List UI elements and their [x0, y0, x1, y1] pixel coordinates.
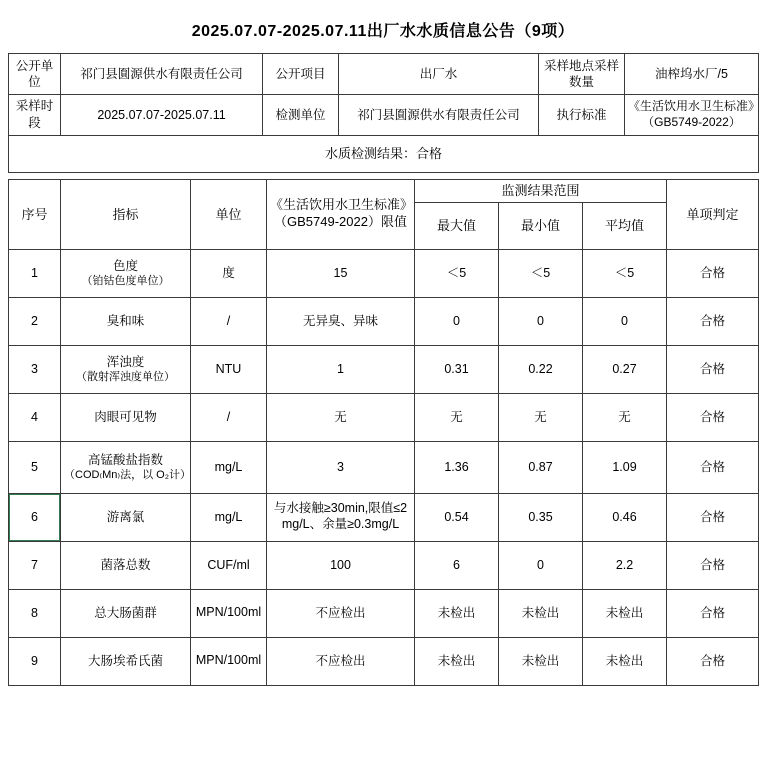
row-unit: CUF/ml: [191, 541, 267, 589]
row-min: 0.22: [499, 345, 583, 393]
row-limit: 1: [267, 345, 415, 393]
row-unit: MPN/100ml: [191, 637, 267, 685]
row-seq: 1: [9, 249, 61, 297]
testing-unit-label: 检测单位: [263, 95, 339, 136]
row-avg: 未检出: [583, 589, 667, 637]
row-judge: 合格: [667, 637, 759, 685]
row-indicator: [61, 493, 191, 541]
row-unit: mg/L: [191, 493, 267, 541]
row-limit: 3: [267, 441, 415, 493]
row-judge: 合格: [667, 589, 759, 637]
table-row: [9, 393, 759, 441]
row-limit: 100: [267, 541, 415, 589]
table-row: [9, 637, 759, 685]
row-indicator: [61, 393, 191, 441]
row-indicator-line2: （COD₍Mn₎法，以 O₂计）: [64, 468, 192, 481]
row-max: 未检出: [415, 589, 499, 637]
row-seq: 6: [9, 493, 61, 541]
row-indicator-line1: 臭和味: [106, 313, 145, 328]
sampling-period-label: 采样时段: [9, 95, 61, 136]
row-avg: 0.27: [583, 345, 667, 393]
table-row: [9, 493, 759, 541]
result-summary-text: 水质检测结果：合格: [9, 136, 759, 173]
row-indicator: [61, 541, 191, 589]
row-limit: 与水接触≥30min,限值≤2mg/L、余量≥0.3mg/L: [267, 493, 415, 541]
table-row: [9, 249, 759, 297]
header-info-table: [8, 53, 759, 173]
row-max: 无: [415, 393, 499, 441]
row-judge: 合格: [667, 493, 759, 541]
table-row: [9, 589, 759, 637]
row-indicator: [61, 345, 191, 393]
public-item-label: 公开项目: [263, 54, 339, 95]
row-indicator-line1: 色度: [112, 258, 138, 273]
col-judge: 单项判定: [667, 180, 759, 250]
sampling-location-value: 油榨坞水厂/5: [625, 54, 759, 95]
row-unit: /: [191, 297, 267, 345]
header-row-2: [9, 95, 759, 136]
table-row: [9, 297, 759, 345]
row-max: 0: [415, 297, 499, 345]
col-max: 最大值: [415, 202, 499, 249]
row-seq: 4: [9, 393, 61, 441]
row-limit: 不应检出: [267, 637, 415, 685]
col-range-group: 监测结果范围: [415, 180, 667, 203]
header-row-1: [9, 54, 759, 95]
row-max: 1.36: [415, 441, 499, 493]
row-limit: 不应检出: [267, 589, 415, 637]
row-indicator-line1: 浑浊度: [106, 354, 145, 369]
row-max: 未检出: [415, 637, 499, 685]
row-min: 0.87: [499, 441, 583, 493]
table-row: [9, 345, 759, 393]
row-min: 未检出: [499, 637, 583, 685]
row-seq: 7: [9, 541, 61, 589]
row-unit: NTU: [191, 345, 267, 393]
row-indicator-line1: 肉眼可见物: [94, 409, 157, 424]
row-avg: 0.46: [583, 493, 667, 541]
row-avg: 无: [583, 393, 667, 441]
testing-unit-value: 祁门县圎源供水有限责任公司: [339, 95, 539, 136]
page-title: 2025.07.07-2025.07.11出厂水水质信息公告（9项）: [191, 23, 575, 40]
row-max: 0.31: [415, 345, 499, 393]
row-min: ＜5: [499, 249, 583, 297]
row-seq: 3: [9, 345, 61, 393]
standard-label: 执行标准: [539, 95, 625, 136]
row-judge: 合格: [667, 345, 759, 393]
col-seq: 序号: [9, 180, 61, 250]
row-limit: 无: [267, 393, 415, 441]
row-unit: MPN/100ml: [191, 589, 267, 637]
row-judge: 合格: [667, 393, 759, 441]
row-max: ＜5: [415, 249, 499, 297]
row-indicator: [61, 297, 191, 345]
col-limit: [267, 180, 415, 250]
row-max: 6: [415, 541, 499, 589]
col-limit-line1: 《生活饮用水卫生标准》: [270, 197, 414, 213]
row-indicator: [61, 589, 191, 637]
publisher-value: 祁门县圎源供水有限责任公司: [61, 54, 263, 95]
row-avg: ＜5: [583, 249, 667, 297]
row-indicator-line1: 高锰酸盐指数: [87, 452, 163, 467]
row-indicator-line1: 总大肠菌群: [94, 605, 157, 620]
col-unit: 单位: [191, 180, 267, 250]
standard-value-line1: 《生活饮用水卫生标准》: [628, 99, 761, 114]
row-limit: 无异臭、异味: [267, 297, 415, 345]
water-quality-table: [8, 179, 759, 686]
row-min: 0: [499, 297, 583, 345]
row-avg: 未检出: [583, 637, 667, 685]
row-indicator-line1: 游离氯: [106, 509, 145, 524]
row-indicator: [61, 249, 191, 297]
standard-value-line2: （GB5749-2022）: [642, 115, 741, 129]
col-limit-line2: （GB5749-2022）限值: [274, 214, 407, 230]
row-limit: 15: [267, 249, 415, 297]
table-row: [9, 441, 759, 493]
row-seq: 8: [9, 589, 61, 637]
sampling-period-value: 2025.07.07-2025.07.11: [61, 95, 263, 136]
row-judge: 合格: [667, 297, 759, 345]
row-seq: 2: [9, 297, 61, 345]
public-item-value: 出厂水: [339, 54, 539, 95]
row-min: 无: [499, 393, 583, 441]
row-unit: 度: [191, 249, 267, 297]
row-judge: 合格: [667, 541, 759, 589]
row-indicator-line2: （散射浑浊度单位）: [76, 370, 175, 383]
row-indicator-line1: 菌落总数: [100, 557, 151, 572]
table-header-row-1: [9, 180, 759, 203]
row-indicator-line2: （铂钴色度单位）: [81, 274, 170, 287]
row-unit: /: [191, 393, 267, 441]
row-avg: 1.09: [583, 441, 667, 493]
row-min: 0.35: [499, 493, 583, 541]
row-min: 0: [499, 541, 583, 589]
row-indicator-line1: 大肠埃希氏菌: [87, 653, 163, 668]
row-judge: 合格: [667, 441, 759, 493]
row-unit: mg/L: [191, 441, 267, 493]
col-indicator: 指标: [61, 180, 191, 250]
row-max: 0.54: [415, 493, 499, 541]
row-seq: 9: [9, 637, 61, 685]
row-seq: 5: [9, 441, 61, 493]
standard-value: [625, 95, 759, 136]
table-row: [9, 541, 759, 589]
sampling-location-label: 采样地点采样数量: [539, 54, 625, 95]
row-min: 未检出: [499, 589, 583, 637]
publisher-label: 公开单位: [9, 54, 61, 95]
row-avg: 0: [583, 297, 667, 345]
col-min: 最小值: [499, 202, 583, 249]
row-avg: 2.2: [583, 541, 667, 589]
row-indicator: [61, 637, 191, 685]
row-indicator: [61, 441, 191, 493]
result-summary-row: [9, 136, 759, 173]
col-avg: 平均值: [583, 202, 667, 249]
row-judge: 合格: [667, 249, 759, 297]
